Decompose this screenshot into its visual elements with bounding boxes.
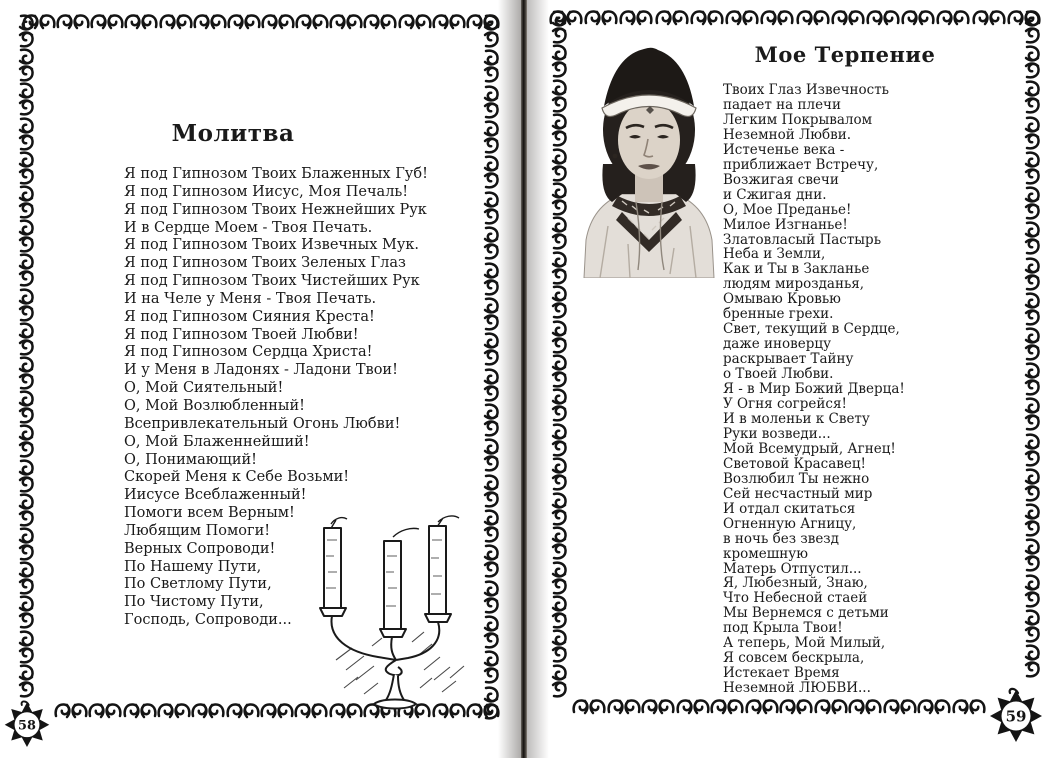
right-page-number-badge [988,686,1044,746]
poem-line: Я под Гипнозом Твоих Нежнейших Рук [124,201,427,218]
poem-line: Неземной Любви. [723,126,852,143]
poem-line: О, Мой Сиятельный! [124,380,284,397]
woman-portrait-photo [578,44,720,278]
left-page-number-badge [3,699,51,751]
poem-line: И отдал скитаться [723,500,856,517]
poem-line: Любящим Помоги! [124,522,271,539]
poem-line: Всепривлекательный Огонь Любви! [124,415,401,432]
poem-line: кромешную [723,545,808,562]
poem-line: бренные грехи. [723,306,834,323]
poem-line: О, Мой Возлюбленный! [124,397,305,414]
poem-line: Иисусе Всеблаженный! [124,487,307,504]
poem-line: Я под Гипнозом Сердца Христа! [124,344,373,361]
poem-line: Я под Гипнозом Твоих Блаженных Губ! [124,166,428,182]
poem-line: О, Понимающий! [124,451,257,468]
poem-line: И на Челе у Меня - Твоя Печать. [124,290,377,307]
poem-line: Я, Любезный, Знаю, [723,575,868,592]
poem-line: Господь, Сопроводи... [124,612,292,629]
candelabra-icon [316,510,484,714]
poem-line: падает на плечи [723,96,841,113]
poem-line: По Нашему Пути, [124,558,262,575]
right-page-border-top [549,8,1041,28]
poem-line: Неземной ЛЮБВИ... [723,680,871,697]
poem-line: Милое Изгнанье! [723,216,848,233]
poem-line: Я под Гипнозом Твоих Чистейших Рук [124,273,420,290]
poem-line: У Огня согрейся! [723,396,847,413]
poem-line: Скорей Меня к Себе Возьми! [124,469,350,486]
poem-line: Я под Гипнозом Твоей Любви! [124,326,359,343]
left-page-number: 58 [18,718,36,734]
poem-line: Легким Покрывалом [723,111,873,128]
poem-line: И в моленьи к Свету [723,410,870,427]
poem-line: Руки возведи... [723,425,831,442]
poem-line: Возжигая свечи [723,171,839,188]
poem-line: Как и Ты в Закланье [723,261,870,278]
poem-line: Я - в Мир Божий Дверца! [723,381,905,398]
left-page-title: Молитва [171,120,295,147]
poem-line: Световой Красавец! [723,455,866,472]
poem-line: Я под Гипнозом Сияния Креста! [124,308,375,325]
poem-line: По Чистому Пути, [124,594,264,611]
poem-line: Возлюбил Ты нежно [723,470,870,487]
poem-line: даже иноверцу [723,336,832,353]
poem-line: под Крыла Твои! [723,620,843,637]
poem-line: Мы Вернемся с детьми [723,605,889,622]
poem-line: Истекает Время [723,665,840,682]
poem-line: Верных Сопроводи! [124,540,276,557]
poem-line: И у Меня в Ладонях - Ладони Твои! [124,362,398,379]
right-page-poem [723,83,905,696]
poem-line: Мой Всемудрый, Агнец! [723,440,896,457]
poem-line: Омываю Кровью [723,291,841,308]
right-page-number: 59 [1005,707,1027,726]
candelabra-illustration [316,510,484,714]
poem-line: Я под Гипнозом Иисус, Моя Печаль! [124,183,409,200]
poem-line: людям мирозданья, [723,276,865,293]
poem-line: Матерь Отпустил... [723,560,862,577]
poem-line: Златовласый Пастырь [723,231,882,248]
gutter-shadow-left [498,0,521,758]
poem-line: Я под Гипнозом Твоих Извечных Мук. [124,237,420,254]
left-page-border-left [16,14,36,698]
right-page-title: Мое Терпение [754,42,936,67]
portrait-icon [578,44,720,278]
poem-line: о Твоей Любви. [723,366,834,383]
poem-line: раскрывает Тайну [723,351,854,368]
poem-line: Истеченье века - [723,141,845,158]
gutter-shadow-right [527,0,549,758]
left-page-border-top [22,12,500,32]
poem-line: Сей несчастный мир [723,485,873,502]
poem-line: и Сжигая дни. [723,186,827,203]
poem-line: Твоих Глаз Извечность [723,82,890,98]
poem-line: О, Мой Блаженнейший! [124,433,310,450]
poem-line: Неба и Земли, [723,246,826,263]
poem-line: Свет, текущий в Сердце, [723,321,900,338]
poem-line: О, Мое Преданье! [723,201,852,218]
poem-line: А теперь, Мой Милый, [723,635,886,652]
poem-line: По Светлому Пути, [124,576,272,593]
right-page-border-bottom [572,697,986,717]
poem-line: И в Сердце Моем - Твоя Печать. [124,219,373,236]
poem-line: в ночь без звезд [723,530,839,547]
poem-line: приближает Встречу, [723,156,879,173]
poem-line: Я совсем бескрыла, [723,650,865,667]
poem-line: Я под Гипнозом Твоих Зеленых Глаз [124,255,406,272]
poem-line: Огненную Агницу, [723,515,857,532]
right-page-border-right [1022,10,1042,678]
poem-line: Помоги всем Верным! [124,505,295,522]
right-page-border-left [549,10,569,698]
poem-line: Что Небесной стаей [723,590,868,607]
